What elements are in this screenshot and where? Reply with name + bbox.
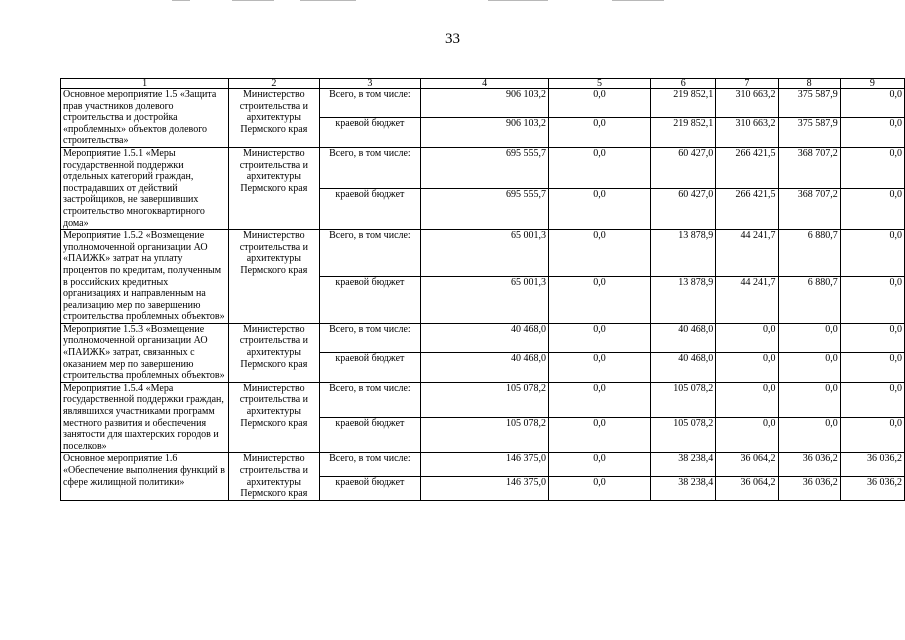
column-number: 6 <box>651 79 716 89</box>
amount-cell-4: 65 001,3 <box>421 277 549 324</box>
amount-cell-7: 0,0 <box>716 418 778 453</box>
amount-cell-4: 906 103,2 <box>421 118 549 147</box>
column-number: 4 <box>421 79 549 89</box>
amount-cell-5: 0,0 <box>548 323 650 352</box>
amount-cell-7: 310 663,2 <box>716 89 778 118</box>
amount-cell-7: 36 064,2 <box>716 453 778 477</box>
amount-cell-8: 0,0 <box>778 323 840 352</box>
amount-cell-5: 0,0 <box>548 418 650 453</box>
amount-cell-9: 0,0 <box>840 353 904 382</box>
funding-source: краевой бюджет <box>319 118 421 147</box>
amount-cell-7: 310 663,2 <box>716 118 778 147</box>
amount-cell-8: 6 880,7 <box>778 230 840 277</box>
column-number: 9 <box>840 79 904 89</box>
column-number: 3 <box>319 79 421 89</box>
executor-cell: Министерство строительства и архитектуры Пермского края <box>229 453 319 500</box>
amount-cell-6: 13 878,9 <box>651 230 716 277</box>
amount-cell-8: 36 036,2 <box>778 453 840 477</box>
funding-source: Всего, в том числе: <box>319 89 421 118</box>
amount-cell-9: 0,0 <box>840 189 904 230</box>
executor-cell: Министерство строительства и архитектуры Пермского края <box>229 230 319 324</box>
amount-cell-6: 219 852,1 <box>651 118 716 147</box>
executor-cell: Министерство строительства и архитектуры Пермского края <box>229 323 319 382</box>
amount-cell-6: 60 427,0 <box>651 189 716 230</box>
amount-cell-8: 36 036,2 <box>778 477 840 501</box>
amount-cell-5: 0,0 <box>548 147 650 188</box>
amount-cell-8: 0,0 <box>778 353 840 382</box>
amount-cell-4: 105 078,2 <box>421 382 549 417</box>
funding-source: Всего, в том числе: <box>319 230 421 277</box>
column-number-row <box>61 79 905 89</box>
activity-total-row <box>61 382 905 417</box>
amount-cell-6: 40 468,0 <box>651 323 716 352</box>
amount-cell-6: 60 427,0 <box>651 147 716 188</box>
scan-edge-mark <box>612 0 664 1</box>
amount-cell-9: 0,0 <box>840 323 904 352</box>
funding-source: краевой бюджет <box>319 277 421 324</box>
amount-cell-8: 375 587,9 <box>778 89 840 118</box>
amount-cell-5: 0,0 <box>548 453 650 477</box>
amount-cell-9: 0,0 <box>840 418 904 453</box>
column-number: 1 <box>61 79 229 89</box>
amount-cell-4: 146 375,0 <box>421 453 549 477</box>
amount-cell-5: 0,0 <box>548 477 650 501</box>
amount-cell-5: 0,0 <box>548 277 650 324</box>
funding-source: краевой бюджет <box>319 418 421 453</box>
amount-cell-9: 36 036,2 <box>840 477 904 501</box>
amount-cell-6: 38 238,4 <box>651 477 716 501</box>
scan-edge-mark <box>300 0 356 1</box>
activity-name: Мероприятие 1.5.3 «Возмещение уполномоченной организации АО «ПАИЖК» затрат, связанных с оказанием мер по завершению строительства проблемных объектов» <box>61 323 229 382</box>
amount-cell-7: 44 241,7 <box>716 277 778 324</box>
activity-name: Основное мероприятие 1.5 «Защита прав участников долевого строительства и достройка «проблемных» объектов долевого строительства» <box>61 89 229 148</box>
column-number: 5 <box>548 79 650 89</box>
amount-cell-7: 266 421,5 <box>716 189 778 230</box>
amount-cell-4: 65 001,3 <box>421 230 549 277</box>
amount-cell-4: 146 375,0 <box>421 477 549 501</box>
activity-name: Мероприятие 1.5.1 «Меры государственной поддержки отдельных категорий граждан, пострадавших от действий застройщиков, не завершивших строительство многоквартирного дома» <box>61 147 229 229</box>
amount-cell-5: 0,0 <box>548 353 650 382</box>
amount-cell-7: 44 241,7 <box>716 230 778 277</box>
executor-cell: Министерство строительства и архитектуры Пермского края <box>229 147 319 229</box>
amount-cell-9: 0,0 <box>840 118 904 147</box>
amount-cell-5: 0,0 <box>548 89 650 118</box>
amount-cell-6: 13 878,9 <box>651 277 716 324</box>
activity-total-row <box>61 453 905 477</box>
amount-cell-8: 0,0 <box>778 418 840 453</box>
amount-cell-4: 695 555,7 <box>421 189 549 230</box>
amount-cell-8: 6 880,7 <box>778 277 840 324</box>
amount-cell-9: 0,0 <box>840 89 904 118</box>
amount-cell-9: 36 036,2 <box>840 453 904 477</box>
funding-source: Всего, в том числе: <box>319 382 421 417</box>
amount-cell-8: 375 587,9 <box>778 118 840 147</box>
activity-name: Мероприятие 1.5.2 «Возмещение уполномоченной организации АО «ПАИЖК» затрат на уплату процентов по кредитам, полученным в российских кредитных организациях и направленным на реализацию мер по завершению строительства проблемных объектов» <box>61 230 229 324</box>
amount-cell-4: 40 468,0 <box>421 323 549 352</box>
scan-edge-mark <box>172 0 190 1</box>
amount-cell-9: 0,0 <box>840 230 904 277</box>
funding-source: Всего, в том числе: <box>319 323 421 352</box>
amount-cell-9: 0,0 <box>840 277 904 324</box>
funding-source: Всего, в том числе: <box>319 453 421 477</box>
page-number: 33 <box>445 31 460 47</box>
amount-cell-9: 0,0 <box>840 147 904 188</box>
amount-cell-4: 40 468,0 <box>421 353 549 382</box>
amount-cell-7: 36 064,2 <box>716 477 778 501</box>
amount-cell-7: 0,0 <box>716 353 778 382</box>
executor-cell: Министерство строительства и архитектуры Пермского края <box>229 89 319 148</box>
amount-cell-7: 0,0 <box>716 323 778 352</box>
amount-cell-6: 38 238,4 <box>651 453 716 477</box>
amount-cell-4: 906 103,2 <box>421 89 549 118</box>
scan-edge-mark <box>488 0 548 1</box>
amount-cell-6: 105 078,2 <box>651 382 716 417</box>
executor-cell: Министерство строительства и архитектуры Пермского края <box>229 382 319 453</box>
amount-cell-7: 0,0 <box>716 382 778 417</box>
amount-cell-9: 0,0 <box>840 382 904 417</box>
funding-source: Всего, в том числе: <box>319 147 421 188</box>
budget-table <box>60 78 905 501</box>
amount-cell-8: 368 707,2 <box>778 147 840 188</box>
amount-cell-6: 40 468,0 <box>651 353 716 382</box>
amount-cell-6: 219 852,1 <box>651 89 716 118</box>
activity-total-row <box>61 230 905 277</box>
amount-cell-5: 0,0 <box>548 118 650 147</box>
amount-cell-5: 0,0 <box>548 189 650 230</box>
column-number: 2 <box>229 79 319 89</box>
amount-cell-4: 695 555,7 <box>421 147 549 188</box>
amount-cell-5: 0,0 <box>548 230 650 277</box>
funding-source: краевой бюджет <box>319 353 421 382</box>
scan-edge-mark <box>232 0 274 1</box>
activity-total-row <box>61 89 905 118</box>
activity-name: Основное мероприятие 1.6 «Обеспечение выполнения функций в сфере жилищной политики» <box>61 453 229 500</box>
column-number: 8 <box>778 79 840 89</box>
funding-source: краевой бюджет <box>319 477 421 501</box>
activity-total-row <box>61 323 905 352</box>
amount-cell-4: 105 078,2 <box>421 418 549 453</box>
amount-cell-6: 105 078,2 <box>651 418 716 453</box>
amount-cell-8: 0,0 <box>778 382 840 417</box>
activity-name: Мероприятие 1.5.4 «Мера государственной поддержки граждан, являвшихся участниками программ местного развития и обеспечения занятости для шахтерских городов и поселков» <box>61 382 229 453</box>
funding-source: краевой бюджет <box>319 189 421 230</box>
column-number: 7 <box>716 79 778 89</box>
amount-cell-8: 368 707,2 <box>778 189 840 230</box>
amount-cell-7: 266 421,5 <box>716 147 778 188</box>
activity-total-row <box>61 147 905 188</box>
amount-cell-5: 0,0 <box>548 382 650 417</box>
